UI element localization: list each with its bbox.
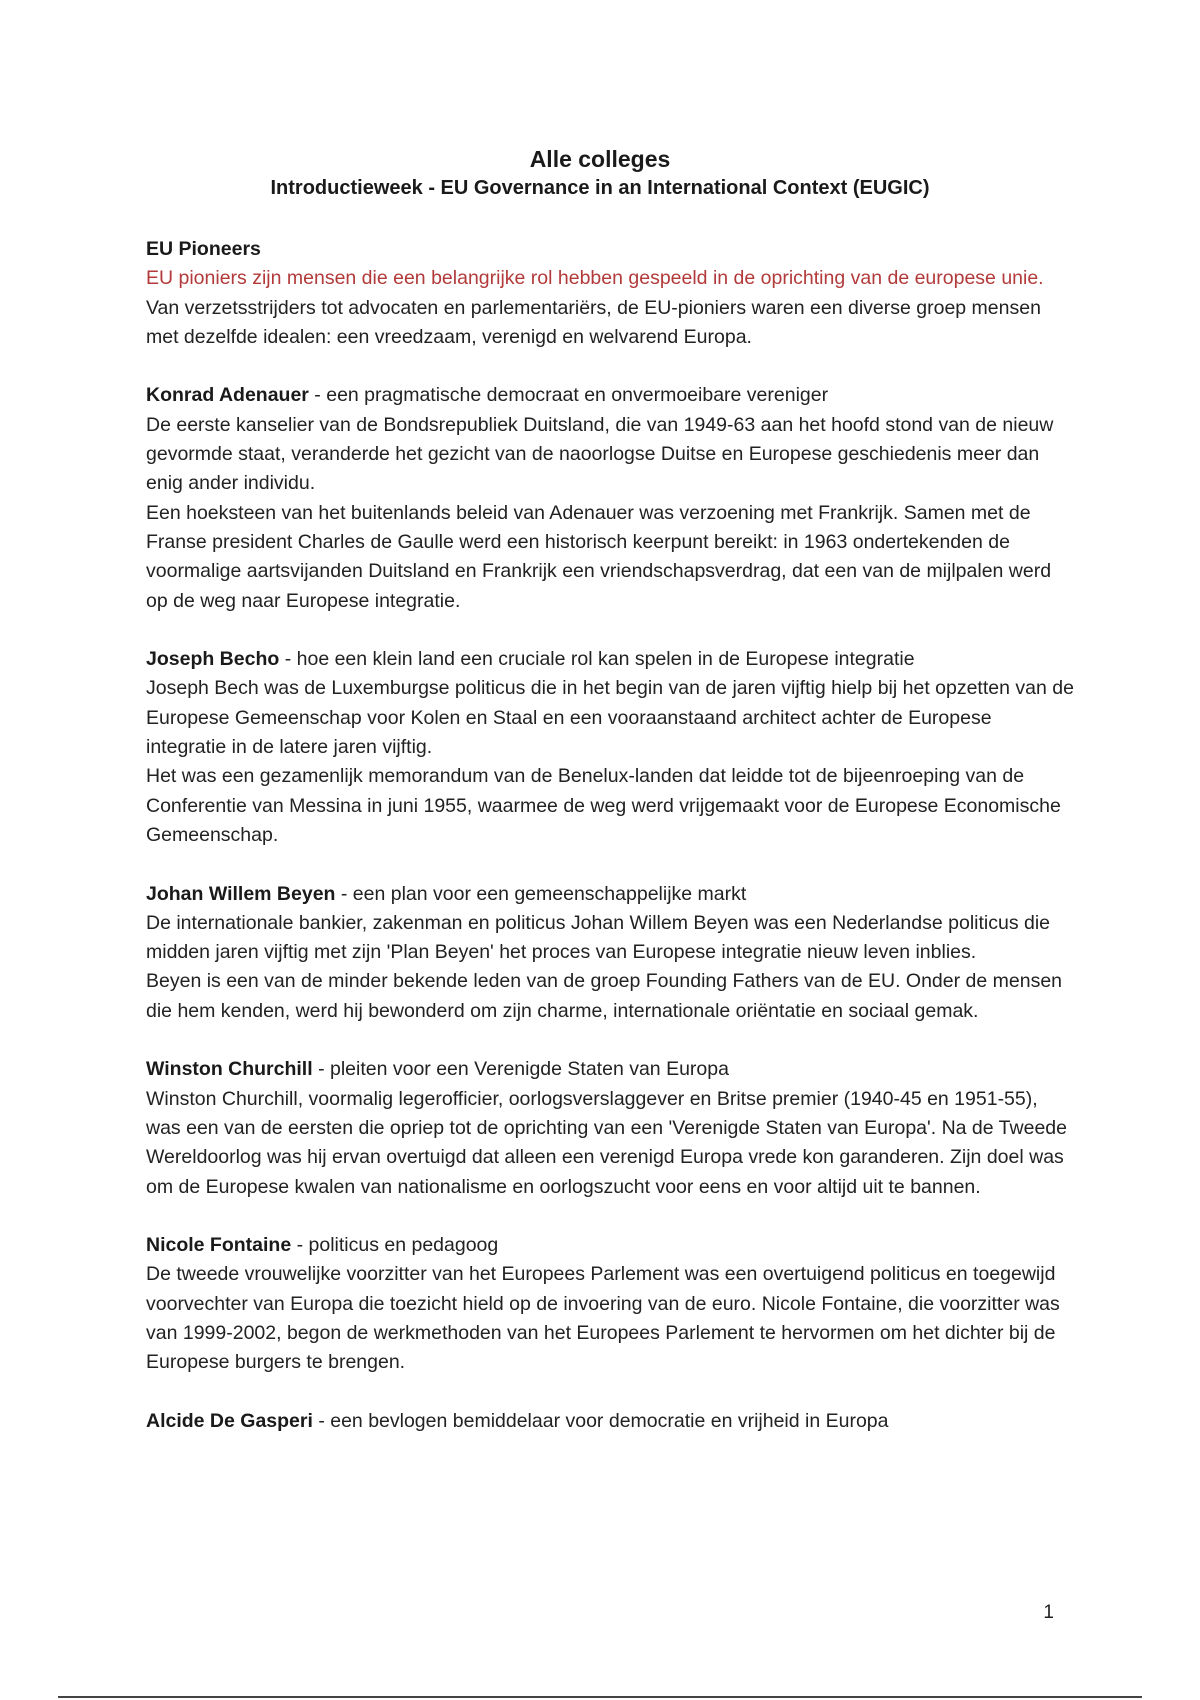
pioneer-paragraph: Het was een gezamenlijk memorandum van de Benelux-landen dat leidde tot de bijeenroeping van de Conferentie van Messina in juni 1955, waarmee de weg werd vrijgemaakt voor de Europese Economische Gemeenschap. xyxy=(146,765,1061,846)
pioneer-section xyxy=(146,1407,1076,1436)
pioneer-section xyxy=(146,1231,1076,1377)
pioneer-header xyxy=(146,880,1076,909)
intro-text: Van verzetsstrijders tot advocaten en parlementariërs, de EU-pioniers waren een diverse groep mensen met dezelfde idealen: een vreedzaam, verenigd en welvarend Europa. xyxy=(146,296,1041,348)
pioneer-tagline: - hoe een klein land een cruciale rol kan spelen in de Europese integratie xyxy=(279,648,915,671)
section-heading: EU Pioneers xyxy=(146,238,261,260)
page-divider xyxy=(58,1696,1142,1698)
pioneer-section xyxy=(146,1055,1076,1201)
pioneer-tagline: - pleiten voor een Verenigde Staten van Europa xyxy=(312,1058,729,1081)
pioneer-name: Winston Churchill xyxy=(146,1058,313,1081)
pioneer-header xyxy=(146,645,1076,674)
pioneer-paragraph: Winston Churchill, voormalig legerofficier, oorlogsverslaggever en Britse premier (1940-45 en 1951-55), was een van de eersten die opriep tot de oprichting van een 'Verenigde Staten van Europa'. Na de Tweede Wereldoorlog was hij ervan overtuigd dat alleen een verenigd Europa vrede kon garanderen. Zijn doel was om de Europese kwalen van nationalisme en oorlogszucht voor eens en voor altijd uit te bannen. xyxy=(146,1087,1067,1198)
pioneer-paragraph: De internationale bankier, zakenman en politicus Johan Willem Beyen was een Nederlandse politicus die midden jaren vijftig met zijn 'Plan Beyen' het proces van Europese integratie nieuw leven inblies. xyxy=(146,911,1051,964)
pioneer-paragraph: De eerste kanselier van de Bondsrepubliek Duitsland, die van 1949-63 aan het hoofd stond van de nieuw gevormde staat, veranderde het gezicht van de naoorlogse Duitse en Europese geschiedenis meer dan enig ander individu. xyxy=(146,413,1054,495)
pioneer-name: Konrad Adenauer xyxy=(146,384,309,407)
pioneer-header xyxy=(146,1055,1076,1084)
document-body xyxy=(146,235,1076,1465)
pioneer-name: Alcide De Gasperi xyxy=(146,1409,313,1432)
pioneer-tagline: - politicus en pedagoog xyxy=(291,1234,499,1257)
pioneer-name: Johan Willem Beyen xyxy=(146,882,336,905)
pioneer-header xyxy=(146,381,1076,410)
pioneer-paragraph: Beyen is een van de minder bekende leden van de groep Founding Fathers van de EU. Onder de mensen die hem kenden, werd hij bewonderd om zijn charme, internationale oriëntatie en sociaal gemak. xyxy=(146,970,1063,1022)
pioneer-tagline: - een pragmatische democraat en onvermoeibare vereniger xyxy=(308,384,829,407)
intro-paragraph xyxy=(146,264,1076,352)
page-subtitle: Introductieweek - EU Governance in an International Context (EUGIC) xyxy=(270,177,930,199)
pioneer-section xyxy=(146,645,1076,850)
page-number: 1 xyxy=(1043,1602,1054,1623)
pioneer-tagline: - een bevlogen bemiddelaar voor democratie en vrijheid in Europa xyxy=(312,1409,889,1432)
pioneer-name: Nicole Fontaine xyxy=(146,1234,292,1257)
pioneer-paragraph: Een hoeksteen van het buitenlands beleid van Adenauer was verzoening met Frankrijk. Samen met de Franse president Charles de Gaulle werd een historisch keerpunt bereikt: in 1963 ondertekenden de voormalige aartsvijanden Duitsland en Frankrijk een vriendschapsverdrag, dat een van de mijlpalen werd op de weg naar Europese integratie. xyxy=(146,501,1052,612)
pioneer-section xyxy=(146,381,1076,615)
pioneer-section xyxy=(146,880,1076,1026)
pioneer-paragraph: Joseph Bech was de Luxemburgse politicus die in het begin van de jaren vijftig hielp bij het opzetten van de Europese Gemeenschap voor Kolen en Staal en een vooraanstaand architect achter de Europese integratie in de latere jaren vijftig. xyxy=(146,677,1074,759)
highlighted-definition: EU pioniers zijn mensen die een belangrijke rol hebben gespeeld in de oprichting van de europese unie. xyxy=(146,267,1044,290)
pioneer-header xyxy=(146,1231,1076,1260)
pioneer-tagline: - een plan voor een gemeenschappelijke markt xyxy=(335,882,747,905)
pioneer-paragraph: De tweede vrouwelijke voorzitter van het Europees Parlement was een overtuigend politicus en toegewijd voorvechter van Europa die toezicht hield op de invoering van de euro. Nicole Fontaine, die voorzitter was van 1999-2002, begon de werkmethoden van het Europees Parlement te hervormen om het dichter bij de Europese burgers te brengen. xyxy=(146,1263,1060,1374)
page-title: Alle colleges xyxy=(529,146,671,172)
pioneer-header xyxy=(146,1407,1076,1436)
pioneer-name: Joseph Becho xyxy=(146,648,280,671)
intro-section xyxy=(146,235,1076,352)
